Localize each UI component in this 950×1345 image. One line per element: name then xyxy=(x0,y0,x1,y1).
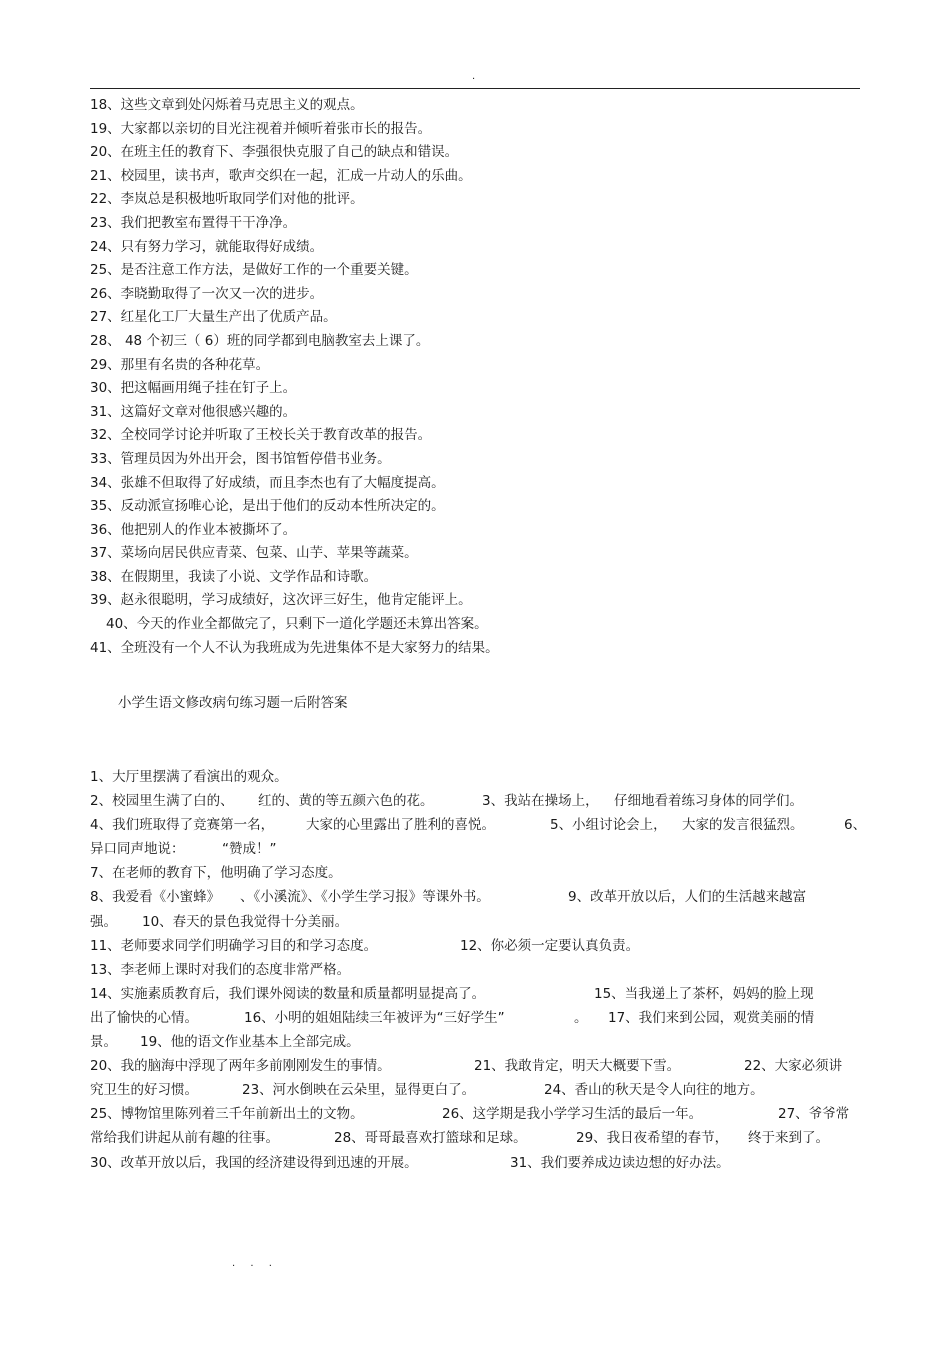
answer-text: 红的、黄的等五颜六色的花。 xyxy=(258,793,434,810)
list-item: 20、在班主任的教育下、李强很快克服了自己的缺点和错误。 xyxy=(90,144,459,161)
list-item: 38、在假期里，我读了小说、文学作品和诗歌。 xyxy=(90,568,378,585)
sentence-list xyxy=(90,94,870,660)
answer-line xyxy=(90,1078,865,1102)
answer-line xyxy=(90,861,865,885)
answer-text: 。 xyxy=(574,1009,588,1026)
answer-text: 8、我爱看《小蜜蜂》 xyxy=(90,889,221,906)
list-item: 21、校园里，读书声，歌声交织在一起，汇成一片动人的乐曲。 xyxy=(90,167,472,184)
list-item: 39、赵永很聪明，学习成绩好，这次评三好生，他肯定能评上。 xyxy=(90,592,472,609)
list-item: 27、红星化工厂大量生产出了优质产品。 xyxy=(90,309,337,326)
answer-line xyxy=(90,813,865,837)
answer-text: 29、我日夜希望的春节， xyxy=(576,1130,729,1147)
footer-dots: . . . xyxy=(232,1258,278,1269)
answer-text: 究卫生的好习惯。 xyxy=(90,1082,198,1099)
answer-text: 5、小组讨论会上， xyxy=(550,817,667,834)
answer-text: 17、我们来到公园，观赏美丽的情 xyxy=(608,1009,815,1026)
answer-text: 1、大厅里摆满了看演出的观众。 xyxy=(90,769,288,785)
answer-text: 15、当我递上了茶杯，妈妈的脸上现 xyxy=(594,985,814,1002)
answer-text: 27、爷爷常 xyxy=(778,1106,850,1123)
answer-text: 终于来到了。 xyxy=(748,1130,829,1147)
answer-line xyxy=(90,1054,865,1078)
answer-text: 24、香山的秋天是令人向往的地方。 xyxy=(544,1082,764,1099)
answer-text: 25、博物馆里陈列着三千年前新出土的文物。 xyxy=(90,1106,364,1123)
header-dot: . xyxy=(472,71,476,82)
answer-text: 9、改革开放以后，人们的生活越来越富 xyxy=(568,889,807,906)
answer-text: 4、我们班取得了竞赛第一名， xyxy=(90,817,275,834)
answer-line xyxy=(90,1126,865,1150)
header-rule xyxy=(90,88,860,89)
answer-line xyxy=(90,910,865,934)
answer-text: 22、大家必须讲 xyxy=(744,1058,843,1075)
list-item: 40、今天的作业全都做完了，只剩下一道化学题还未算出答案。 xyxy=(106,616,488,633)
answer-line xyxy=(90,1102,865,1126)
answers-block xyxy=(90,765,865,1175)
answer-line xyxy=(90,982,865,1006)
answer-line xyxy=(90,934,865,958)
answer-line xyxy=(90,958,865,982)
answer-text: 19、他的语文作业基本上全部完成。 xyxy=(140,1034,360,1051)
answer-text: 异口同声地说： xyxy=(90,841,185,858)
answer-text: 23、河水倒映在云朵里，显得更白了。 xyxy=(242,1082,476,1099)
answer-text: 7、在老师的教育下，他明确了学习态度。 xyxy=(90,865,342,882)
answer-text: 26、这学期是我小学学习生活的最后一年。 xyxy=(442,1106,703,1123)
answer-line xyxy=(90,837,865,861)
answer-text: 16、小明的姐姐陆续三年被评为“三好学生” xyxy=(244,1009,505,1026)
answer-text: 31、我们要养成边读边想的好办法。 xyxy=(510,1154,730,1171)
answer-text: 10、春天的景色我觉得十分美丽。 xyxy=(142,913,349,930)
answer-text: “赞成！” xyxy=(222,841,277,858)
answer-line xyxy=(90,1151,865,1175)
list-item: 29、那里有名贵的各种花草。 xyxy=(90,356,270,373)
section-title: 小学生语文修改病句练习题一后附答案 xyxy=(118,695,348,711)
list-item: 28、 48 个初三（ 6）班的同学都到电脑教室去上课了。 xyxy=(90,332,430,349)
answer-text: 11、老师要求同学们明确学习目的和学习态度。 xyxy=(90,937,378,954)
list-item: 41、全班没有一个人不认为我班成为先进集体不是大家努力的结果。 xyxy=(90,639,499,656)
list-item: 18、这些文章到处闪烁着马克思主义的观点。 xyxy=(90,97,364,113)
list-item: 24、只有努力学习，就能取得好成绩。 xyxy=(90,238,324,255)
list-item: 36、他把别人的作业本被撕坏了。 xyxy=(90,521,297,538)
answer-line xyxy=(90,885,865,909)
answer-text: 6、 xyxy=(844,817,867,834)
answer-line xyxy=(90,1006,865,1030)
answer-text: 12、你必须一定要认真负责。 xyxy=(460,937,640,954)
answer-text: 景。 xyxy=(90,1034,117,1051)
answer-text: 强。 xyxy=(90,913,117,930)
answer-text: 21、我敢肯定，明天大概要下雪。 xyxy=(474,1058,681,1075)
list-item: 22、李岚总是积极地听取同学们对他的批评。 xyxy=(90,191,364,208)
list-item: 23、我们把教室布置得干干净净。 xyxy=(90,214,297,231)
answer-text: 仔细地看着练习身体的同学们。 xyxy=(614,793,803,810)
answer-line xyxy=(90,765,865,789)
answer-text: 出了愉快的心情。 xyxy=(90,1009,198,1026)
list-item: 31、这篇好文章对他很感兴趣的。 xyxy=(90,403,297,420)
answer-line xyxy=(90,1030,865,1054)
answer-text: 、《小溪流》、《小学生学习报》等课外书。 xyxy=(240,889,490,906)
list-item: 37、菜场向居民供应青菜、包菜、山芋、苹果等蔬菜。 xyxy=(90,545,418,562)
list-item: 34、张雄不但取得了好成绩，而且李杰也有了大幅度提高。 xyxy=(90,474,445,491)
answer-text: 2、校园里生满了白的、 xyxy=(90,793,234,810)
answer-text: 常给我们讲起从前有趣的往事。 xyxy=(90,1130,279,1147)
list-item: 19、大家都以亲切的目光注视着并倾听着张市长的报告。 xyxy=(90,120,432,137)
answer-text: 大家的发言很猛烈。 xyxy=(682,817,804,834)
list-item: 30、把这幅画用绳子挂在钉子上。 xyxy=(90,380,297,397)
answer-text: 3、我站在操场上， xyxy=(482,793,599,810)
answer-text: 13、李老师上课时对我们的态度非常严格。 xyxy=(90,961,351,978)
list-item: 33、管理员因为外出开会，图书馆暂停借书业务。 xyxy=(90,450,391,467)
answer-text: 14、实施素质教育后，我们课外阅读的数量和质量都明显提高了。 xyxy=(90,985,486,1002)
answer-text: 28、哥哥最喜欢打篮球和足球。 xyxy=(334,1130,527,1147)
list-item: 35、反动派宣扬唯心论，是出于他们的反动本性所决定的。 xyxy=(90,498,445,515)
list-item: 26、李晓勤取得了一次又一次的进步。 xyxy=(90,285,324,302)
answer-text: 30、改革开放以后，我国的经济建设得到迅速的开展。 xyxy=(90,1154,418,1171)
answer-text: 大家的心里露出了胜利的喜悦。 xyxy=(306,817,495,834)
answer-line xyxy=(90,789,865,813)
answer-text: 20、我的脑海中浮现了两年多前刚刚发生的事情。 xyxy=(90,1058,391,1075)
list-item: 25、是否注意工作方法，是做好工作的一个重要关键。 xyxy=(90,262,418,279)
list-item: 32、全校同学讨论并听取了王校长关于教育改革的报告。 xyxy=(90,427,432,444)
